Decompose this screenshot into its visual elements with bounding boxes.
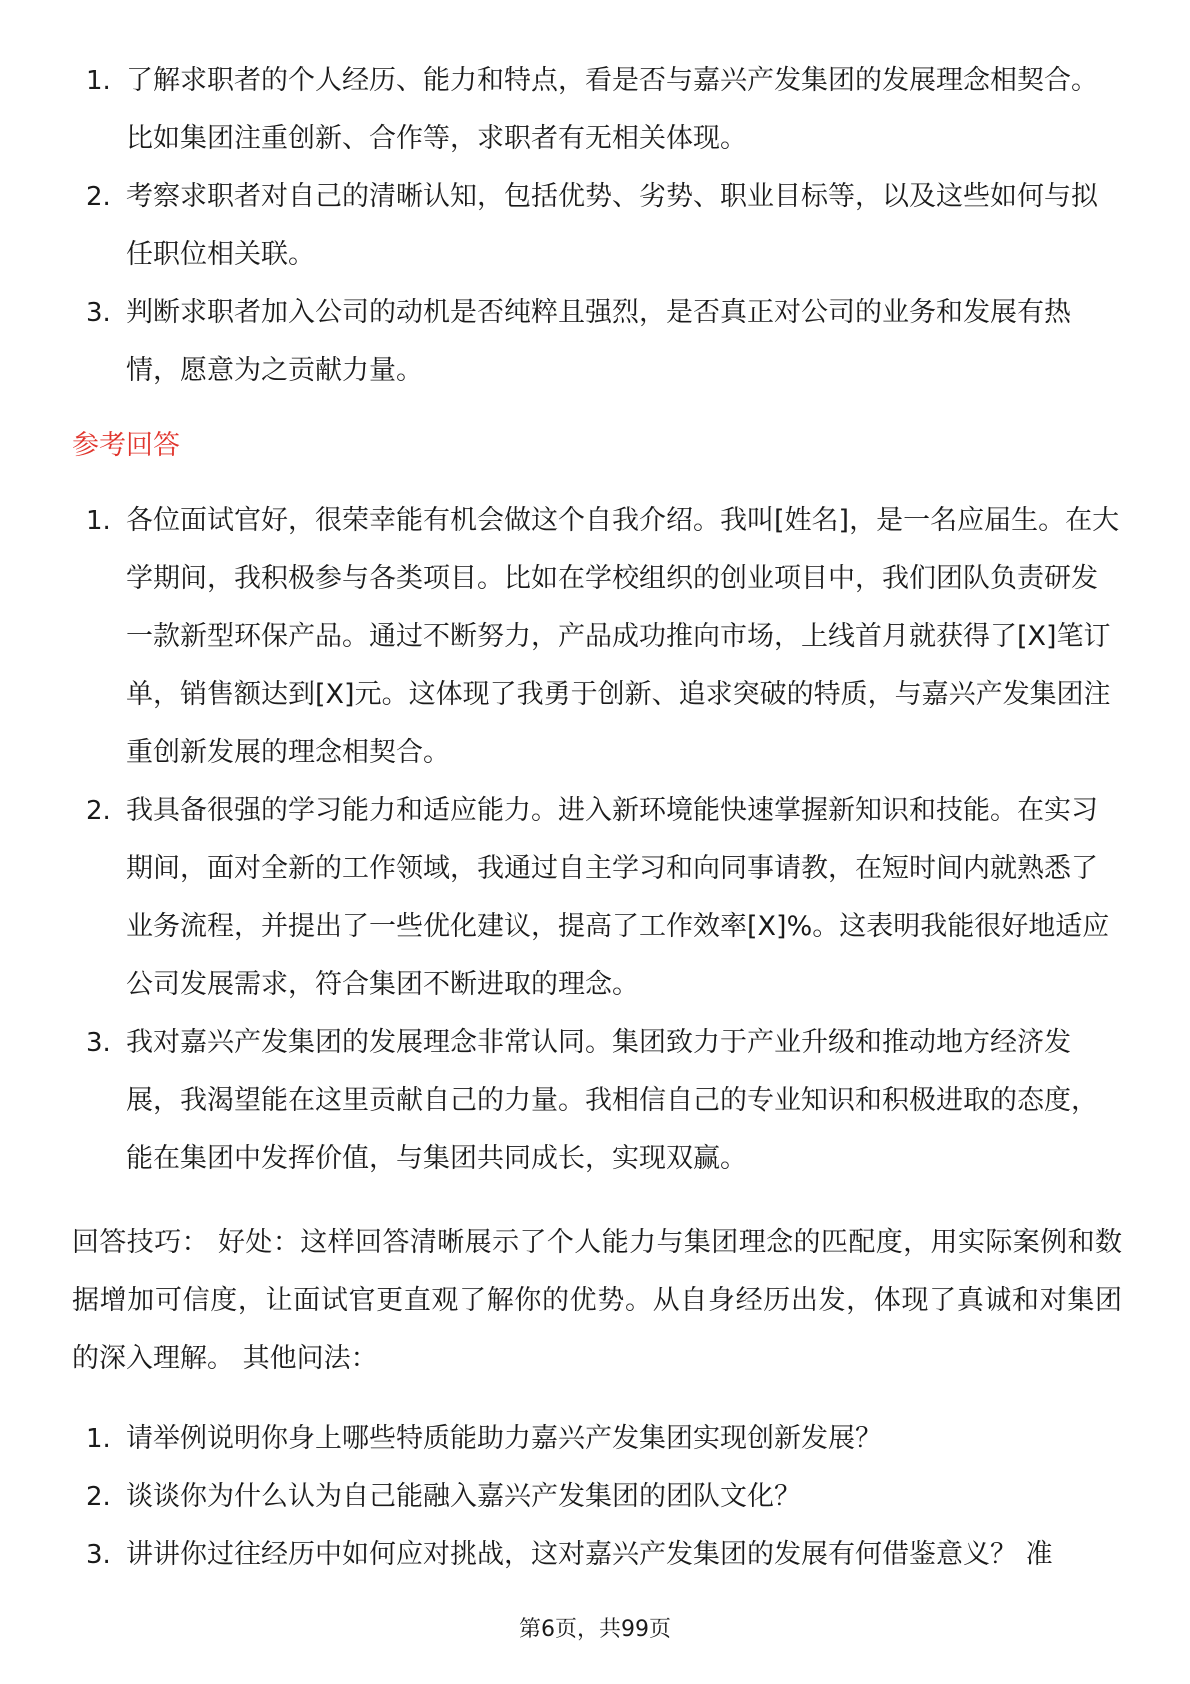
list-text: 讲讲你过往经历中如何应对挑战，这对嘉兴产发集团的发展有何借鉴意义？ 准 [126,1539,1053,1570]
answer-tips-paragraph: 回答技巧： 好处：这样回答清晰展示了个人能力与集团理念的匹配度，用实际案例和数据增加可信度，让面试官更直观了解你的优势。从自身经历出发，体现了真诚和对集团的深入理解。 其他问法： [72,1227,1122,1374]
list-item [72,1410,1122,1468]
list-text: 请举例说明你身上哪些特质能助力嘉兴产发集团实现创新发展？ [126,1423,882,1454]
list-item [72,284,1122,400]
page-content [72,52,1122,1584]
answers-list [72,492,1122,1188]
list-number: 1. [86,1424,111,1454]
list-item [72,1014,1122,1188]
list-number: 2. [86,182,111,212]
list-item [72,492,1122,782]
other-questions-list [72,1410,1122,1584]
list-number: 3. [86,298,111,328]
list-item [72,52,1122,168]
intro-points-list [72,52,1122,400]
list-text: 考察求职者对自己的清晰认知，包括优势、劣势、职业目标等，以及这些如何与拟任职位相关联。 [126,181,1098,270]
list-number: 3. [86,1540,111,1570]
list-number: 3. [86,1028,111,1058]
list-item [72,168,1122,284]
list-item [72,1468,1122,1526]
reference-answer-heading: 参考回答 [72,430,180,461]
list-text: 判断求职者加入公司的动机是否纯粹且强烈，是否真正对公司的业务和发展有热情，愿意为之贡献力量。 [126,297,1071,386]
list-item [72,782,1122,1014]
list-number: 2. [86,796,111,826]
list-item [72,1526,1122,1584]
list-text: 我具备很强的学习能力和适应能力。进入新环境能快速掌握新知识和技能。在实习期间，面对全新的工作领域，我通过自主学习和向同事请教，在短时间内就熟悉了业务流程，并提出了一些优化建议，提高了工作效率[X]%。这表明我能很好地适应公司发展需求，符合集团不断进取的理念。 [126,795,1110,1000]
list-text: 谈谈你为什么认为自己能融入嘉兴产发集团的团队文化？ [126,1481,801,1512]
list-text: 我对嘉兴产发集团的发展理念非常认同。集团致力于产业升级和推动地方经济发展，我渴望能在这里贡献自己的力量。我相信自己的专业知识和积极进取的态度，能在集团中发挥价值，与集团共同成长，实现双赢。 [126,1027,1098,1174]
list-text: 了解求职者的个人经历、能力和特点，看是否与嘉兴产发集团的发展理念相契合。比如集团注重创新、合作等，求职者有无相关体现。 [126,65,1098,154]
list-number: 1. [86,66,111,96]
page-number-footer: 第6页，共99页 [519,1617,671,1642]
list-number: 1. [86,506,111,536]
list-number: 2. [86,1482,111,1512]
list-text: 各位面试官好，很荣幸能有机会做这个自我介绍。我叫[姓名]，是一名应届生。在大学期间，我积极参与各类项目。比如在学校组织的创业项目中，我们团队负责研发一款新型环保产品。通过不断努力，产品成功推向市场，上线首月就获得了[X]笔订单，销售额达到[X]元。这体现了我勇于创新、追求突破的特质，与嘉兴产发集团注重创新发展的理念相契合。 [126,505,1120,768]
